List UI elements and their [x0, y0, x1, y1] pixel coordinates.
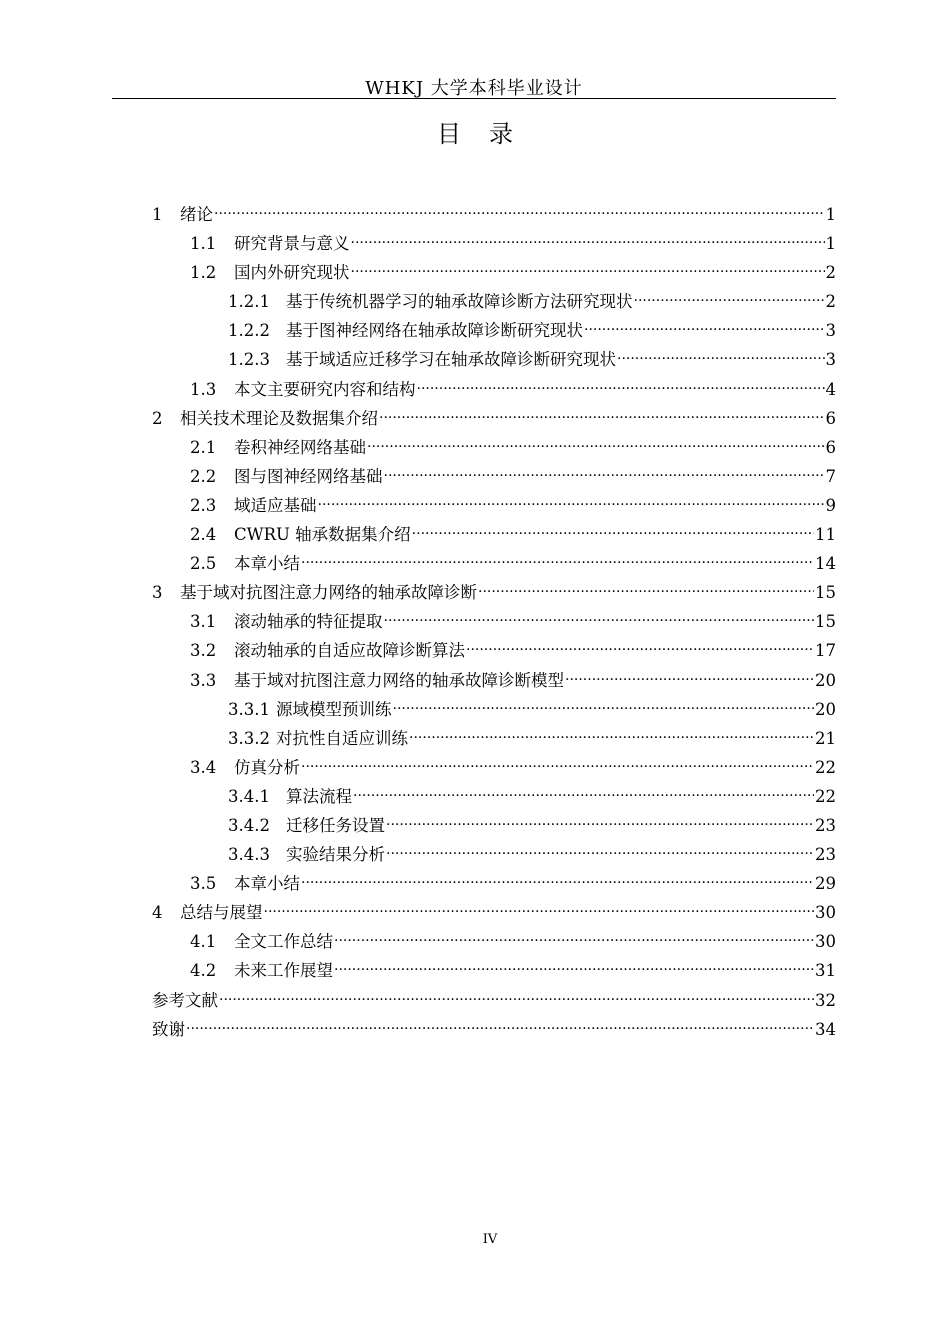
toc-entry-page: 30 [815, 932, 836, 952]
toc-entry-number: 1.3 [190, 379, 217, 399]
toc-dot-leader [301, 744, 814, 773]
toc-entry-page: 11 [815, 525, 836, 545]
toc-dot-leader [617, 336, 825, 365]
toc-entry-title: 本文主要研究内容和结构 [234, 379, 416, 399]
toc-entry-page: 17 [815, 641, 836, 661]
toc-entry-page: 31 [815, 961, 836, 981]
toc-entry[interactable] [152, 220, 836, 254]
toc-entry-title: 卷积神经网络基础 [234, 437, 366, 457]
toc-entry-page: 2 [825, 263, 836, 283]
toc-entry-title: 基于域对抗图注意力网络的轴承故障诊断 [180, 583, 477, 603]
toc-dot-leader [565, 657, 814, 686]
toc-entry-number: 3 [152, 583, 163, 603]
toc-entry-title: 全文工作总结 [234, 932, 333, 952]
toc-entry-number: 2.5 [190, 554, 217, 574]
toc-dot-leader [186, 1006, 814, 1035]
toc-entry-title: 仿真分析 [234, 757, 300, 777]
toc-entry-title: 实验结果分析 [286, 845, 385, 865]
toc-entry-title: 绪论 [180, 205, 213, 224]
toc-entry[interactable] [152, 1006, 836, 1039]
toc-entry-page: 29 [815, 874, 836, 894]
toc-entry-number: 4 [152, 903, 163, 923]
toc-dot-leader [386, 802, 814, 831]
toc-entry-number: 1.2 [190, 263, 217, 283]
header-divider [112, 98, 836, 99]
toc-entry-title: 域适应基础 [234, 495, 317, 515]
toc-entry-title: 国内外研究现状 [234, 263, 350, 283]
toc-entry-title: 滚动轴承的特征提取 [234, 612, 383, 632]
toc-entry-number: 3.4 [190, 757, 217, 777]
toc-entry-page: 2 [825, 292, 836, 312]
toc-entry-page: 30 [815, 903, 836, 923]
toc-entry-number: 3.3.1 [228, 699, 270, 719]
toc-dot-leader [334, 947, 814, 976]
toc-entry[interactable] [152, 977, 836, 1010]
toc-entry-title: 算法流程 [286, 786, 352, 806]
toc-dot-leader [334, 918, 814, 947]
toc-entry-page: 15 [815, 612, 836, 632]
toc-entry-number: 1.1 [190, 234, 217, 254]
toc-entry-page: 7 [825, 466, 836, 486]
toc-entry-number: 2.1 [190, 437, 217, 457]
toc-entry-title: 滚动轴承的自适应故障诊断算法 [234, 641, 465, 661]
toc-dot-leader [417, 366, 825, 395]
toc-dot-leader [384, 453, 825, 482]
toc-dot-leader [367, 424, 825, 453]
toc-entry-title: 本章小结 [234, 874, 300, 894]
toc-entry-title: 未来工作展望 [234, 961, 333, 981]
toc-entry-number: 3.5 [190, 874, 217, 894]
toc-entry-number: 3.3.2 [228, 728, 270, 748]
toc-dot-leader [634, 278, 825, 307]
toc-dot-leader [351, 220, 825, 249]
toc-entry-title: 源域模型预训练 [276, 699, 392, 719]
toc-entry-title: 本章小结 [234, 554, 300, 574]
toc-dot-leader [409, 715, 814, 744]
toc-entry-number: 3.4.3 [228, 845, 270, 865]
toc-entry-number: 2.4 [190, 525, 217, 545]
toc-entry-title: 基于域对抗图注意力网络的轴承故障诊断模型 [234, 670, 564, 690]
toc-dot-leader [412, 511, 814, 540]
toc-entry-page: 23 [815, 815, 836, 835]
toc-entry-page: 4 [825, 379, 836, 399]
toc-entry-page: 23 [815, 845, 836, 865]
toc-entry-title: 相关技术理论及数据集介绍 [180, 408, 378, 428]
toc-dot-leader [393, 686, 815, 715]
toc-dot-leader [384, 598, 815, 627]
toc-entry-page: 6 [825, 408, 836, 428]
toc-entry-page: 6 [825, 437, 836, 457]
toc-entry-number: 3.2 [190, 641, 217, 661]
table-of-contents [152, 191, 836, 1039]
toc-entry-page: 21 [815, 728, 836, 748]
toc-entry[interactable] [152, 191, 836, 224]
toc-entry-page: 22 [815, 757, 836, 777]
toc-dot-leader [318, 482, 825, 511]
toc-entry-number: 1.2.2 [228, 321, 270, 341]
toc-entry-number: 4.1 [190, 932, 217, 952]
toc-entry-number: 3.4.1 [228, 786, 270, 806]
toc-dot-leader [466, 627, 814, 656]
toc-entry-number: 1.2.1 [228, 292, 270, 312]
toc-entry-number: 4.2 [190, 961, 217, 981]
toc-entry-page: 14 [815, 554, 836, 574]
toc-entry-title: 迁移任务设置 [286, 815, 385, 835]
toc-dot-leader [478, 569, 814, 598]
toc-entry-page: 22 [815, 786, 836, 806]
toc-entry-number: 3.4.2 [228, 815, 270, 835]
toc-dot-leader [379, 395, 825, 424]
toc-entry-page: 34 [815, 1019, 836, 1039]
toc-entry-number: 1 [152, 205, 163, 224]
toc-entry-title: 图与图神经网络基础 [234, 466, 383, 486]
toc-entry-page: 1 [825, 205, 836, 224]
toc-entry-page: 20 [815, 670, 836, 690]
toc-entry-number: 2.2 [190, 466, 217, 486]
toc-entry-title: CWRU 轴承数据集介绍 [234, 525, 411, 545]
toc-entry-number: 3.1 [190, 612, 217, 632]
toc-dot-leader [584, 307, 825, 336]
toc-entry-page: 9 [825, 495, 836, 515]
toc-entry-title: 基于图神经网络在轴承故障诊断研究现状 [286, 321, 583, 341]
toc-entry-number: 2.3 [190, 495, 217, 515]
toc-entry-page: 3 [825, 350, 836, 370]
toc-entry-title: 致谢 [152, 1019, 185, 1039]
toc-entry-title: 研究背景与意义 [234, 234, 350, 254]
toc-entry-number: 2 [152, 408, 163, 428]
toc-dot-leader [351, 249, 825, 278]
toc-dot-leader [219, 977, 814, 1006]
toc-entry-title: 基于域适应迁移学习在轴承故障诊断研究现状 [286, 350, 616, 370]
toc-entry-title: 参考文献 [152, 990, 218, 1010]
toc-dot-leader [301, 540, 814, 569]
toc-entry-page: 15 [815, 583, 836, 603]
toc-entry-page: 32 [815, 990, 836, 1010]
toc-entry-number: 3.3 [190, 670, 217, 690]
toc-dot-leader [353, 773, 814, 802]
page-number: IV [482, 1232, 498, 1247]
toc-entry-number: 1.2.3 [228, 350, 270, 370]
toc-dot-leader [214, 191, 825, 220]
toc-dot-leader [301, 860, 814, 889]
toc-entry-page: 3 [825, 321, 836, 341]
toc-entry-page: 20 [815, 699, 836, 719]
toc-entry-title: 总结与展望 [180, 903, 263, 923]
page-header: WHKJ 大学本科毕业设计 [365, 78, 583, 99]
toc-dot-leader [386, 831, 814, 860]
toc-entry-title: 基于传统机器学习的轴承故障诊断方法研究现状 [286, 292, 633, 312]
toc-entry-title: 对抗性自适应训练 [276, 728, 408, 748]
toc-dot-leader [264, 889, 815, 918]
toc-entry-page: 1 [825, 234, 836, 254]
toc-title: 目录 [437, 120, 541, 148]
